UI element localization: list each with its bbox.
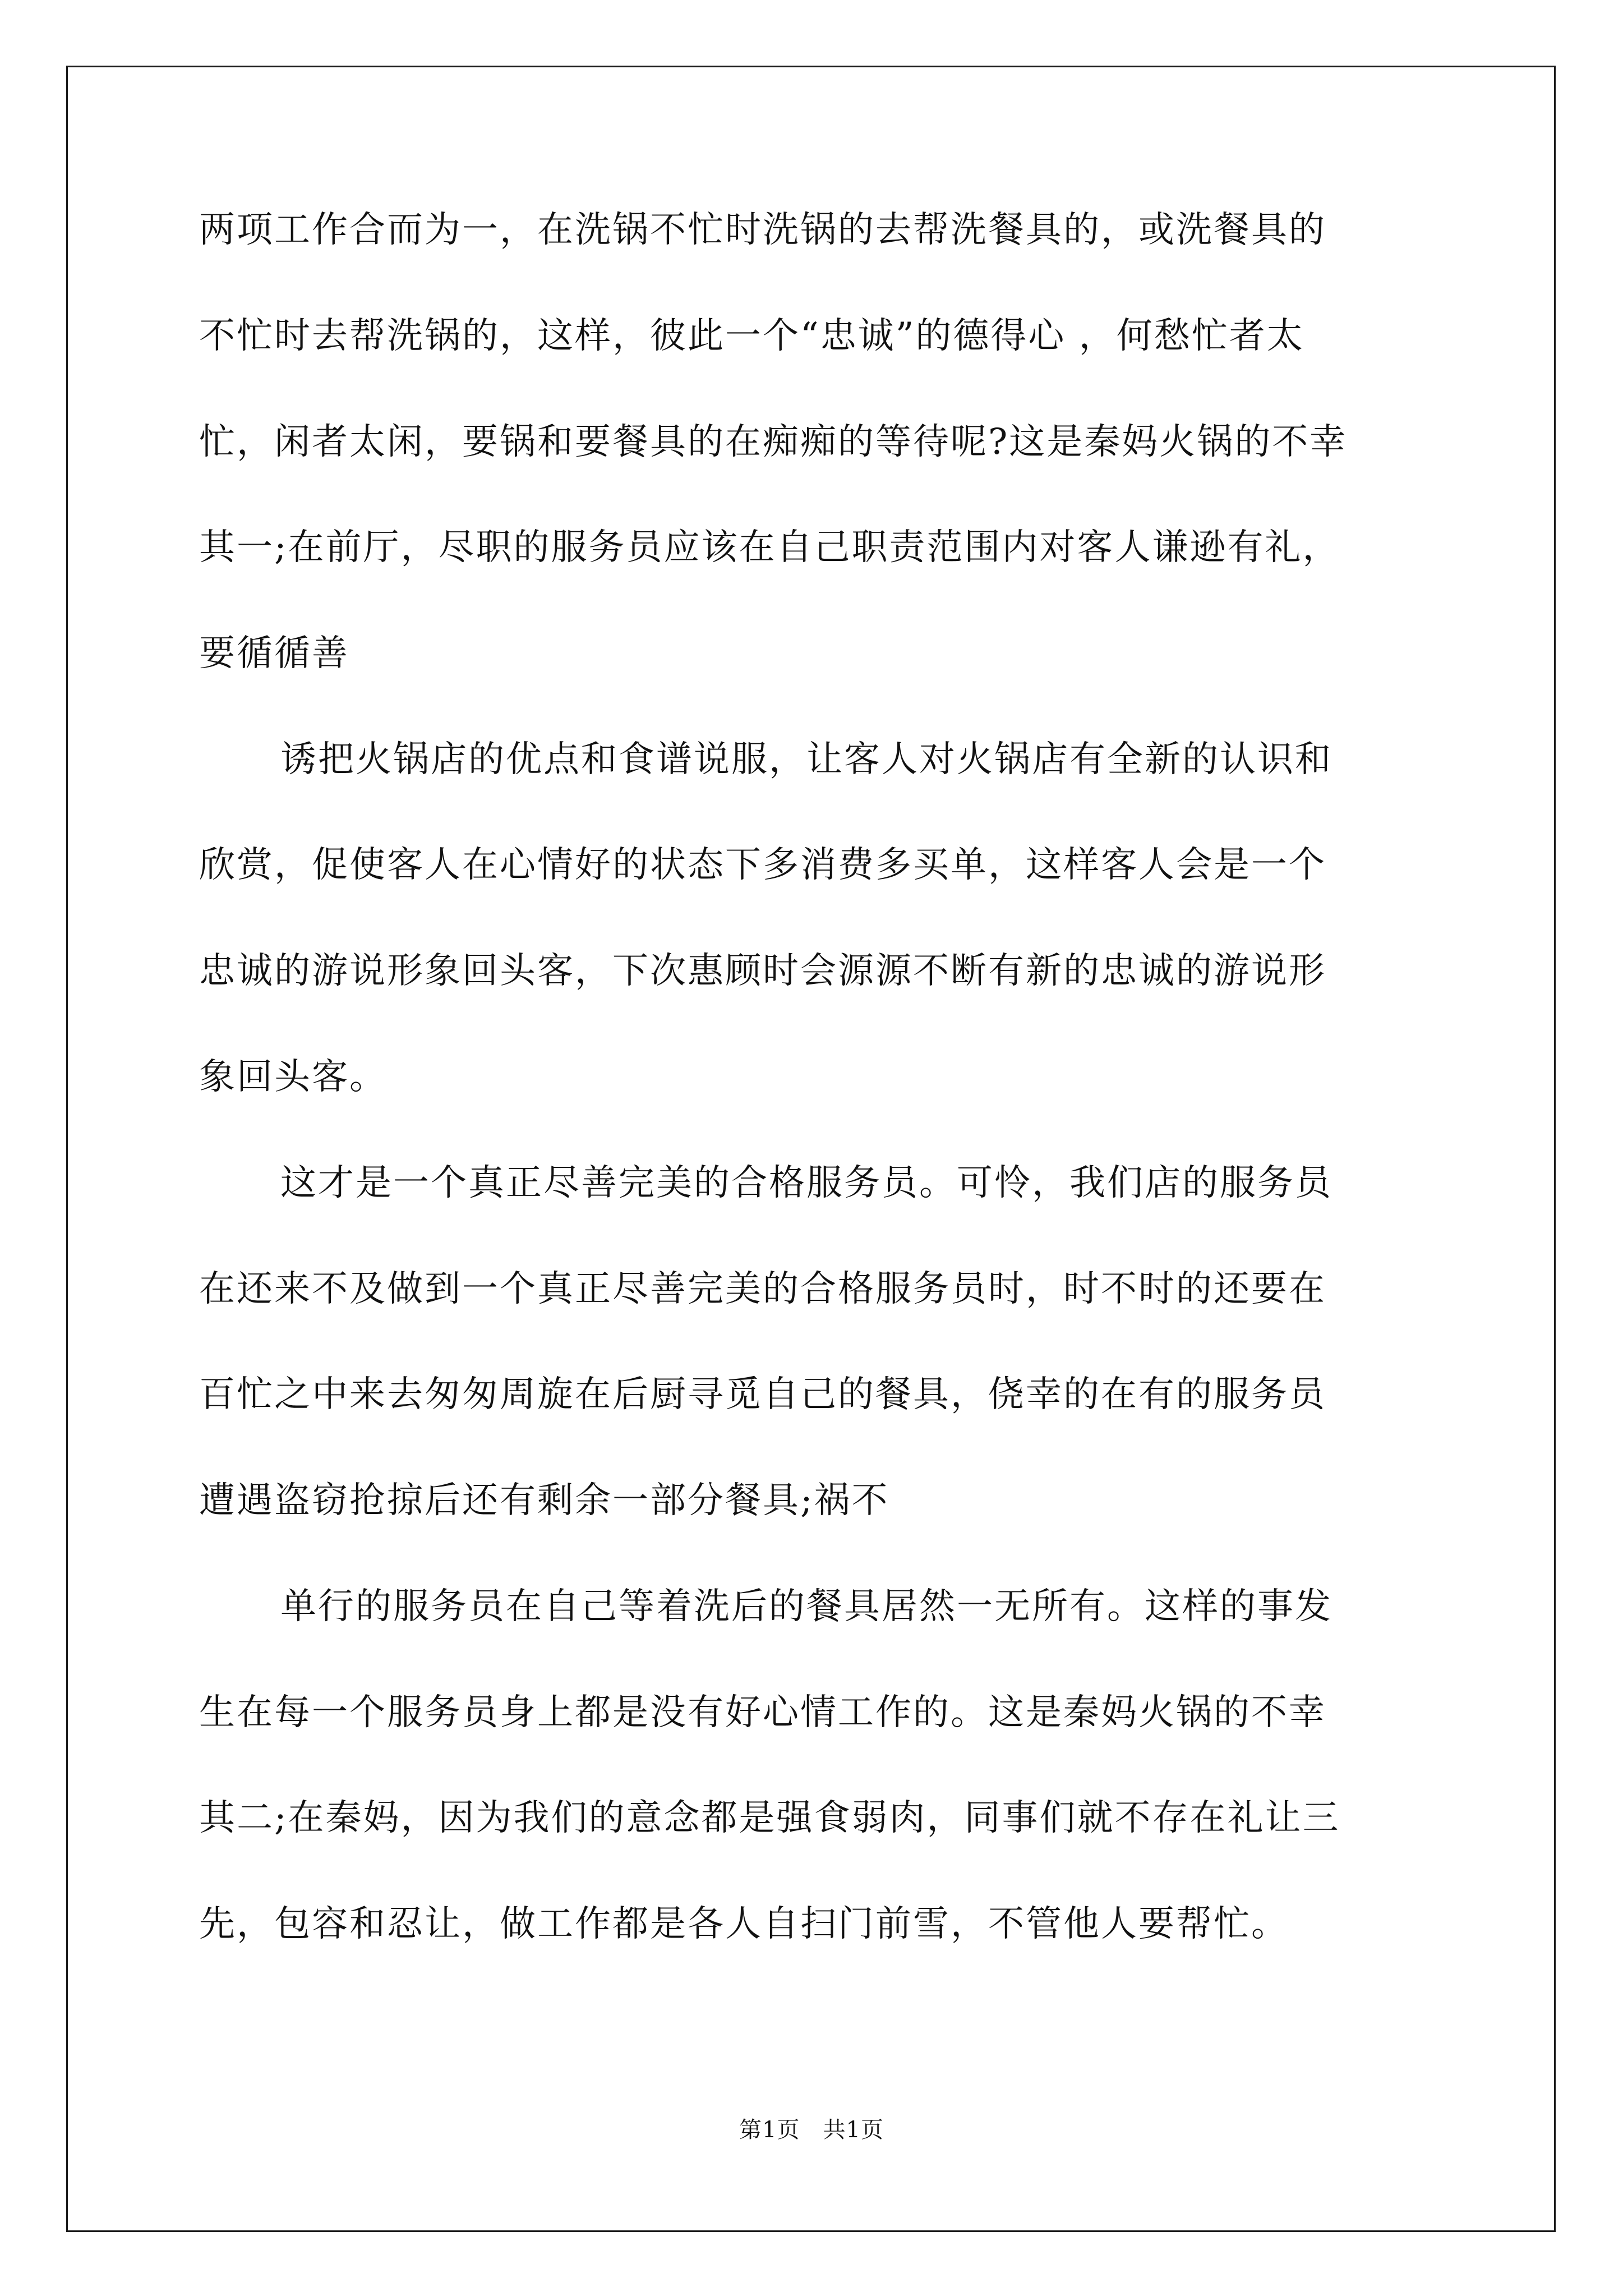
text-line: 忙，闲者太闲，要锅和要餐具的在痴痴的等待呢?这是秦妈火锅的不幸 [199, 421, 1348, 463]
paragraph-first-line: 这才是一个真正尽善完美的合格服务员。可怜，我们店的服务员 [280, 1162, 1332, 1204]
text-line: 生在每一个服务员身上都是没有好心情工作的。这是秦妈火锅的不幸 [199, 1692, 1326, 1733]
text-line: 其二;在秦妈，因为我们的意念都是强食弱肉，同事们就不存在礼让三 [199, 1797, 1340, 1839]
text-line: 遭遇盗窃抢掠后还有剩余一部分餐具;祸不 [199, 1480, 889, 1521]
paragraph-first-line: 诱把火锅店的优点和食谱说服，让客人对火锅店有全新的认识和 [280, 739, 1332, 780]
page-footer: 第1页 共1页 [739, 2117, 884, 2143]
text-line: 在还来不及做到一个真正尽善完美的合格服务员时，时不时的还要在 [199, 1268, 1326, 1310]
text-line: 先，包容和忍让，做工作都是各人自扫门前雪，不管他人要帮忙。 [199, 1903, 1289, 1945]
text-line: 两项工作合而为一，在洗锅不忙时洗锅的去帮洗餐具的，或洗餐具的 [199, 209, 1326, 251]
text-line: 欣赏，促使客人在心情好的状态下多消费多买单，这样客人会是一个 [199, 844, 1326, 886]
text-line: 百忙之中来去匆匆周旋在后厨寻觅自己的餐具，侥幸的在有的服务员 [199, 1374, 1326, 1415]
text-line: 其一;在前厅，尽职的服务员应该在自己职责范围内对客人谦逊有礼， [199, 527, 1340, 568]
text-line: 象回头客。 [199, 1056, 387, 1098]
text-line: 要循循善 [199, 633, 349, 674]
paragraph-first-line: 单行的服务员在自己等着洗后的餐具居然一无所有。这样的事发 [280, 1586, 1332, 1627]
text-line: 忠诚的游说形象回头客，下次惠顾时会源源不断有新的忠诚的游说形 [199, 950, 1326, 992]
text-line: 不忙时去帮洗锅的，这样，彼此一个“忠诚”的德得心 ，何愁忙者太 [199, 315, 1304, 357]
